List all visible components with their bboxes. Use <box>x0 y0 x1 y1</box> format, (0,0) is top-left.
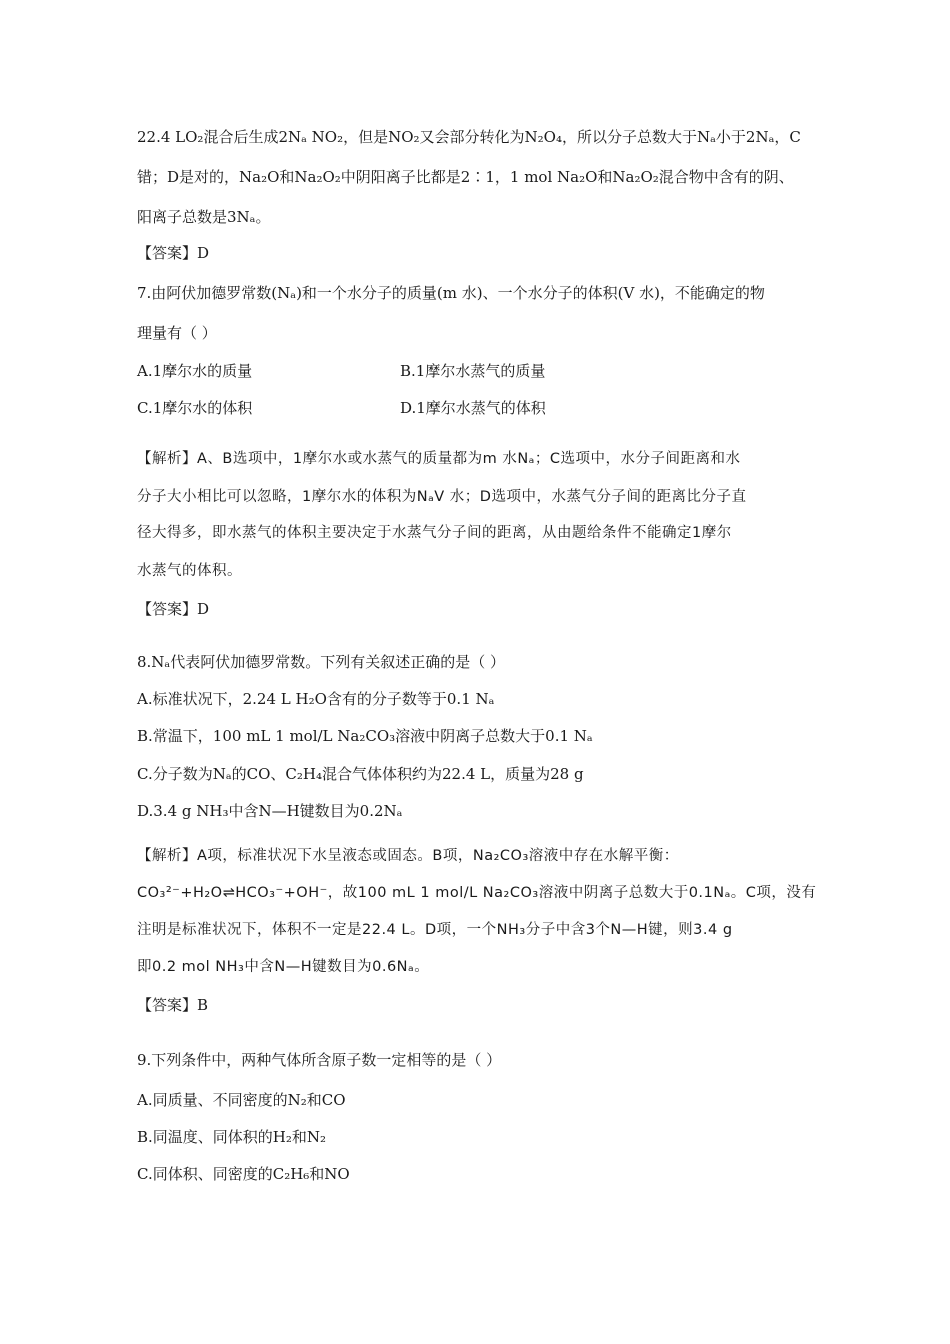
q8-option-c: C.分子数为Nₐ的CO、C₂H₄混合气体体积约为22.4 L，质量为28 g <box>137 765 584 783</box>
q8-option-b: B.常温下，100 mL 1 mol/L Na₂CO₃溶液中阴离子总数大于0.1 Nₐ <box>137 727 593 745</box>
continued-text-line-1: 22.4 LO₂混合后生成2Nₐ NO₂，但是NO₂又会部分转化为N₂O₄，所以分子总数大于Nₐ小于2Nₐ，C <box>137 128 801 146</box>
q7-option-a: A.1摩尔水的质量 <box>137 362 253 380</box>
q8-explanation-line-1: 【解析】A项，标准状况下水呈液态或固态。B项，Na₂CO₃溶液中存在水解平衡： <box>137 848 679 864</box>
q9-option-a: A.同质量、不同密度的N₂和CO <box>137 1091 346 1109</box>
q8-explanation-line-2: CO₃²⁻+H₂O⇌HCO₃⁻+OH⁻，故100 mL 1 mol/L Na₂CO₃溶液中阴离子总数大于0.1Nₐ。C项，没有 <box>137 885 817 901</box>
answer-7: 【答案】D <box>137 600 210 618</box>
q8-option-a: A.标准状况下，2.24 L H₂O含有的分子数等于0.1 Nₐ <box>137 690 495 708</box>
q7-option-d: D.1摩尔水蒸气的体积 <box>400 399 546 417</box>
q7-explanation-line-1: 【解析】A、B选项中，1摩尔水或水蒸气的质量都为m 水Nₐ；C选项中，水分子间距离和水 <box>137 451 741 467</box>
q9-stem: 9.下列条件中，两种气体所含原子数一定相等的是（ ） <box>137 1051 502 1069</box>
q8-option-d: D.3.4 g NH₃中含N—H键数目为0.2Nₐ <box>137 802 403 820</box>
answer-8: 【答案】B <box>137 996 209 1014</box>
q9-option-c: C.同体积、同密度的C₂H₆和NO <box>137 1165 350 1183</box>
q7-explanation-line-4: 水蒸气的体积。 <box>137 563 242 579</box>
q8-explanation-line-3: 注明是标准状况下，体积不一定是22.4 L。D项，一个NH₃分子中含3个N—H键，则3.4 g <box>137 922 733 938</box>
q9-option-b: B.同温度、同体积的H₂和N₂ <box>137 1128 327 1146</box>
continued-text-line-3: 阳离子总数是3Nₐ。 <box>137 208 271 226</box>
q7-option-b: B.1摩尔水蒸气的质量 <box>400 362 546 380</box>
q8-stem: 8.Nₐ代表阿伏加德罗常数。下列有关叙述正确的是（ ） <box>137 653 505 671</box>
answer-6: 【答案】D <box>137 244 210 262</box>
continued-text-line-2: 错；D是对的，Na₂O和Na₂O₂中阴阳离子比都是2∶1，1 mol Na₂O和Na₂O₂混合物中含有的阴、 <box>137 168 794 186</box>
q7-explanation-line-2: 分子大小相比可以忽略，1摩尔水的体积为NₐV 水；D选项中，水蒸气分子间的距离比分子直 <box>137 489 747 505</box>
q7-explanation-line-3: 径大得多，即水蒸气的体积主要决定于水蒸气分子间的距离，从由题给条件不能确定1摩尔 <box>137 525 732 541</box>
q7-option-c: C.1摩尔水的体积 <box>137 399 253 417</box>
q7-stem-line-1: 7.由阿伏加德罗常数(Nₐ)和一个水分子的质量(m 水)、一个水分子的体积(V 水)，不能确定的物 <box>137 284 765 302</box>
q8-explanation-line-4: 即0.2 mol NH₃中含N—H键数目为0.6Nₐ。 <box>137 959 430 975</box>
q7-stem-line-2: 理量有（ ） <box>137 324 217 342</box>
